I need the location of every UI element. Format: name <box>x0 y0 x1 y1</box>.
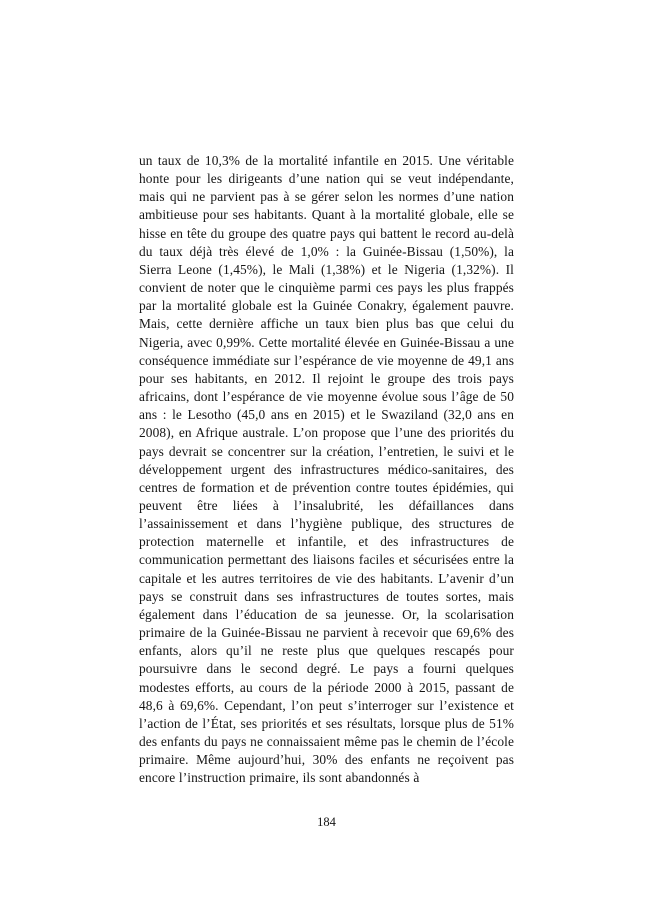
body-paragraph: un taux de 10,3% de la mortalité infantile en 2015. Une véritable honte pour les dirigeants d’une nation qui se veut indépendante, mais qui ne parvient pas à se gérer selon les normes d’une nation ambitieuse pour ses habitants. Quant à la mortalité globale, elle se hisse en tête du groupe des quatre pays qui battent le record au-delà du taux déjà très élevé de 1,0% : la Guinée-Bissau (1,50%), la Sierra Leone (1,45%), le Mali (1,38%) et le Nigeria (1,32%). Il convient de noter que le cinquième parmi ces pays les plus frappés par la mortalité globale est la Guinée Conakry, également pauvre. Mais, cette dernière affiche un taux bien plus bas que celui du Nigeria, avec 0,99%. Cette mortalité élevée en Guinée-Bissau a une conséquence immédiate sur l’espérance de vie moyenne de 49,1 ans pour ses habitants, en 2012. Il rejoint le groupe des trois pays africains, dont l’espérance de vie moyenne évolue sous l’âge de 50 ans : le Lesotho (45,0 ans en 2015) et le Swaziland (32,0 ans en 2008), en Afrique australe. L’on propose que l’une des priorités du pays devrait se concentrer sur la création, l’entretien, le suivi et le développement urgent des infrastructures médico-sanitaires, des centres de formation et de prévention contre toutes épidémies, qui peuvent être liées à l’insalubrité, les défaillances dans l’assainissement et dans l’hygiène publique, des structures de protection maternelle et infantile, et des infrastructures de communication permettant des liaisons faciles et sécurisées entre la capitale et les autres territoires de vie des habitants. L’avenir d’un pays se construit dans ses infrastructures de toutes sortes, mais également dans l’éducation de sa jeunesse. Or, la scolarisation primaire de la Guinée-Bissau ne parvient à recevoir que 69,6% des enfants, alors qu’il ne reste plus que quelques rescapés pour poursuivre dans le second degré. Le pays a fourni quelques modestes efforts, au cours de la période 2000 à 2015, passant de 48,6 à 69,6%. Cependant, l’on peut s’interroger sur l’existence et l’action de l’État, ses priorités et ses résultats, lorsque plus de 51% des enfants du pays ne connaissaient même pas le chemin de l’école primaire. Même aujourd’hui, 30% des enfants ne reçoivent pas encore l’instruction primaire, ils sont abandonnés à <box>139 153 514 786</box>
page-number: 184 <box>317 815 336 829</box>
